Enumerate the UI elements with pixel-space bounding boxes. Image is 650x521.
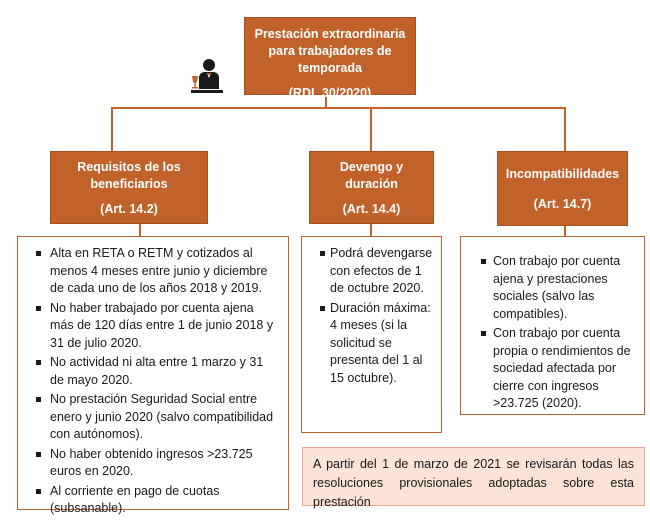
main-title-box [244,17,416,100]
list-item: Duración máxima: 4 meses (si la solicitud se presenta del 1 al 15 octubre). [306,300,435,388]
list-item: Alta en RETA o RETM y cotizados al menos 4 meses entre junio y diciembre de cada uno de los años 2018 y 2019. [22,245,278,298]
connector-col3-down [564,107,566,151]
column-2-list [306,245,435,387]
connector-horizontal [111,107,566,109]
connector-col1-panel [139,224,141,236]
column-3-list [467,253,634,413]
note-box [302,447,645,509]
waiter-icon [190,58,224,94]
main-ref: (RDL 30/2020) [288,86,372,100]
list-item: No haber obtenido ingresos >23.725 euros en 2020. [22,446,278,481]
column-2-panel [301,236,442,433]
list-item: No actividad ni alta entre 1 marzo y 31 de mayo 2020. [22,354,278,389]
column-1-list [22,245,278,518]
column-2-title-box [309,151,434,224]
list-item: Podrá devengarse con efectos de 1 de octubre 2020. [306,245,435,298]
connector-col2-down [370,107,372,151]
column-1-title: Requisitos de los beneficiarios [77,160,181,191]
column-3-title-box [497,151,628,226]
column-1-panel [17,236,289,515]
connector-col2-panel [370,224,372,236]
column-3-ref: (Art. 14.7) [533,197,592,211]
list-item: Con trabajo por cuenta propia o rendimientos de sociedad afectada por cierre con ingresos >23.725 (2020). [467,325,634,413]
list-item: No haber trabajado por cuenta ajena más de 120 días entre 1 de junio 2018 y 31 de julio 2020. [22,300,278,353]
column-1-title-box [50,151,208,224]
column-1-ref: (Art. 14.2) [100,202,158,216]
column-2-title: Devengo y duración [339,160,404,191]
column-2-ref: (Art. 14.4) [342,202,401,216]
note-text: A partir del 1 de marzo de 2021 se revisarán todas las resoluciones provisionales adoptadas sobre esta prestación [313,457,634,509]
list-item: Con trabajo por cuenta ajena y prestaciones sociales (salvo las compatibles). [467,253,634,323]
column-3-title: Incompatibilidades [505,167,620,181]
connector-col3-panel [564,226,566,236]
column-3-panel [460,236,645,415]
list-item: Al corriente en pago de cuotas (subsanable). [22,483,278,518]
main-title: Prestación extraordinaria para trabajadores de temporada [254,27,406,75]
connector-col1-down [111,107,113,151]
list-item: No prestación Seguridad Social entre enero y junio 2020 (salvo compatibilidad con autónomos). [22,391,278,444]
